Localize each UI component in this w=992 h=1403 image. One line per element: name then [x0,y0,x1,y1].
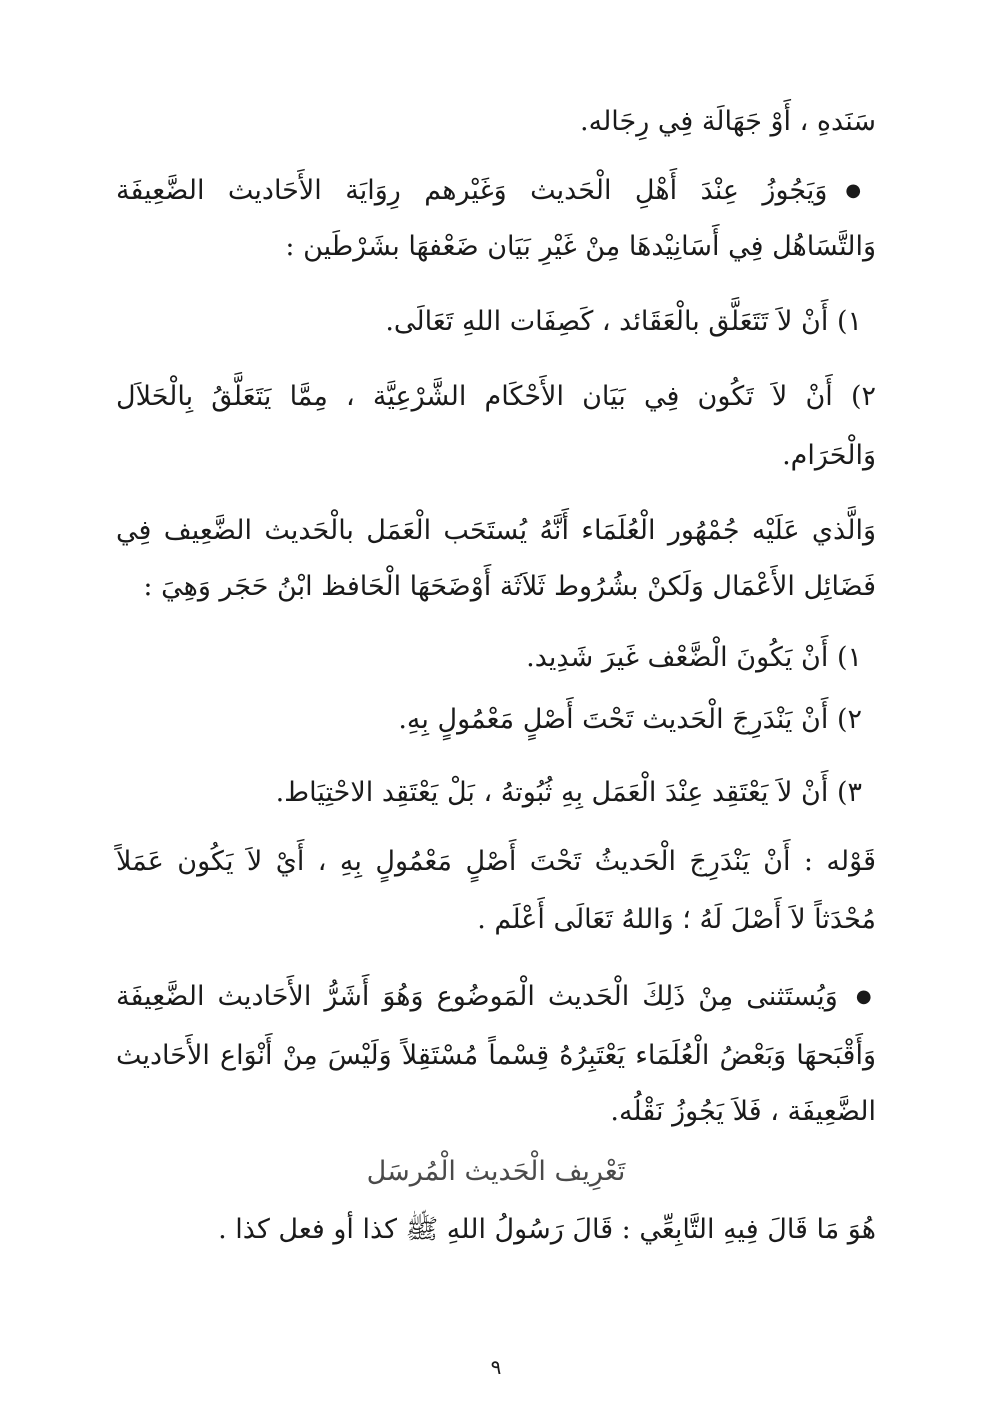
numbered-item: ٢) أَنْ يَنْدَرِجَ الْحَديث تَحْتَ أَصْلٍ مَعْمُولٍ بِهِ. [398,704,862,735]
paragraph-line: وَالَّذي عَلَيْه جُمْهُور الْعُلَمَاء أَنَّهُ يُستَحَب الْعَمَل بالْحَديث الضَّعِيف فِي [116,515,876,546]
text-line: مُحْدَثاً لاَ أَصْلَ لَهُ ؛ وَاللهُ تَعَالَى أَعْلَم . [477,904,876,935]
text-line: الضَّعِيفَة ، فَلاَ يَجُوزُ نَقْلُه. [610,1096,876,1127]
text-line: سَنَدهِ ، أَوْ جَهَالَة فِي رِجَاله. [580,106,876,137]
numbered-item: ٢) أَنْ لاَ تَكُون فِي بَيَان الأَحْكَام الشَّرْعِيَّة ، مِمَّا يَتَعَلَّقُ بِالْحَلاَل [116,381,876,412]
bullet-paragraph-line: ● وَيَجُوزُ عِنْدَ أَهْلِ الْحَديث وَغَيْرهم رِوَايَة الأَحَاديث الضَّعِيفَة [116,171,876,211]
paragraph-line: قَوْله : أَنْ يَنْدَرِجَ الْحَديثُ تَحْتَ أَصْلٍ مَعْمُولٍ بِهِ ، أَيْ لاَ يَكُون عَمَلاً [116,846,876,877]
text-line: فَضَائِل الأَعْمَال وَلَكنْ بشُرُوط ثَلاَثَة أَوْضَحَهَا الْحَافظ ابْنُ حَجَر وَهِيَ : [143,571,876,602]
bullet-paragraph-line: ● وَيُستَثنى مِنْ ذَلِكَ الْحَديث الْمَوضُوع وَهُوَ أَشَرُّ الأَحَاديث الضَّعِيفَة [116,977,876,1017]
text-line: وَالْحَرَام. [782,440,876,471]
numbered-item: ١) أَنْ لاَ تَتَعَلَّق بالْعَقَائد ، كَصِفَات اللهِ تَعَالَى. [385,306,862,337]
text-line: وَالتَّسَاهُل فِي أَسَانِيْدهَا مِنْ غَيْرِ بَيَان ضَعْفهَا بشَرْطَين : [285,231,876,262]
numbered-item: ١) أَنْ يَكُونَ الْضَّعْف غَيرَ شَدِيد. [526,642,862,673]
page-number: ٩ [490,1355,502,1379]
paragraph-line: وَأَقْبَحهَا وَبَعْضُ الْعُلَمَاء يَعْتَبِرُهُ قِسْماً مُسْتَقِلاً وَلَيْسَ مِنْ أَنْوَاع الأَحَاديث [116,1040,876,1071]
text-line: هُوَ مَا قَالَ فِيهِ التَّابِعِّي : قَالَ رَسُولُ اللهِ ﷺ كذا أو فعل كذا . [218,1214,876,1245]
numbered-item: ٣) أَنْ لاَ يَعْتَقِد عِنْدَ الْعَمَل بِهِ ثُبُوتهُ ، بَلْ يَعْتَقِد الاحْتِيَاط. [275,777,862,808]
section-heading: تَعْرِيف الْحَديث الْمُرسَل [366,1156,626,1187]
